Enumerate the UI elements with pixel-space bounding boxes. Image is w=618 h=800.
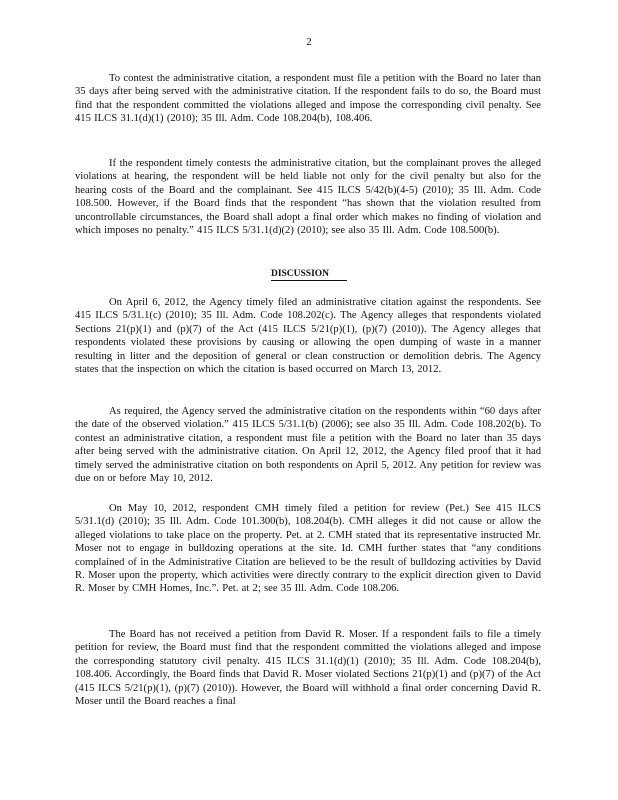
paragraph-moser-default: The Board has not received a petition from David R. Moser. If a respondent fails to file a timely petition for review, the Board must find that the respondent committed the violations alleged and impose the corresponding statutory civil penalty. 415 ILCS 31.1(d)(1) (2010); 35 Ill. Adm. Code 108.204(b), 108.406. Accordingly, the Board finds that David R. Moser violated Sections 21(p)(1) and (p)(7) of the Act (415 ILCS 5/21(p)(1), (p)(7) (2010)). However, the Board will withhold a final order concerning David R. Moser until the Board reaches a final xyxy=(75,629,541,708)
paragraph-cmh-petition: On May 10, 2012, respondent CMH timely filed a petition for review (Pet.) See 415 ILCS 5/31.1(d) (2010); 35 Ill. Adm. Code 101.300(b), 108.204(b). CMH alleges it did not cause or allow the alleged violations to take place on the property. Pet. at 2. CMH stated that its representative instructed Mr. Moser not to engage in bulldozing operations at the site. Id. CMH further states that “any conditions complained of in the Administrative Citation are believed to be the result of bulldozing activities by David R. Moser upon the property, which activities were directly contrary to the explicit direction given to David R. Moser by CMH Homes, Inc.”. Pet. at 2; see 35 Ill. Adm. Code 108.206. xyxy=(75,503,541,595)
discussion-heading: DISCUSSION xyxy=(271,269,347,281)
paragraph-service: As required, the Agency served the administrative citation on the respondents within “60 days after the date of the observed violation.” 415 ILCS 5/31.1(b) (2006); see also 35 Ill. Adm. Code 108.202(b). To contest an administrative citation, a respondent must file a petition with the Board no later than 35 days after being served with the administrative citation. On April 12, 2012, the Agency filed proof that it had timely served the administrative citation on both respondents on April 5, 2012. Any petition for review was due on or before May 10, 2012. xyxy=(75,406,541,485)
paragraph-contest-procedure: To contest the administrative citation, a respondent must file a petition with the Board no later than 35 days after being served with the administrative citation. If the respondent fails to do so, the Board must find that the respondent committed the violations alleged and impose the corresponding civil penalty. See 415 ILCS 31.1(d)(1) (2010); 35 Ill. Adm. Code 108.204(b), 108.406. xyxy=(75,73,541,125)
page-number: 2 xyxy=(306,36,312,48)
paragraph-hearing-costs: If the respondent timely contests the administrative citation, but the complainant proves the alleged violations at hearing, the respondent will be held liable not only for the civil penalty but also for the hearing costs of the Board and the complainant. See 415 ILCS 5/42(b)(4-5) (2010); 35 Ill. Adm. Code 108.500. However, if the Board finds that the respondent “has shown that the violation resulted from uncontrollable circumstances, the Board shall adopt a final order which makes no finding of violation and which imposes no penalty.” 415 ILCS 5/31.1(d)(2) (2010); see also 35 Ill. Adm. Code 108.500(b). xyxy=(75,158,541,237)
paragraph-agency-filing: On April 6, 2012, the Agency timely filed an administrative citation against the respondents. See 415 ILCS 5/31.1(c) (2010); 35 Ill. Adm. Code 108.202(c). The Agency alleges that respondents violated Sections 21(p)(1) and (p)(7) of the Act (415 ILCS 5/21(p)(1), (p)(7) (2010)). The Agency alleges that respondents violated these provisions by causing or allowing the open dumping of waste in a manner resulting in litter and the deposition of general or clean construction or demolition debris. The Agency states that the inspection on which the citation is based occurred on March 13, 2012. xyxy=(75,297,541,376)
section-heading xyxy=(0,268,618,281)
